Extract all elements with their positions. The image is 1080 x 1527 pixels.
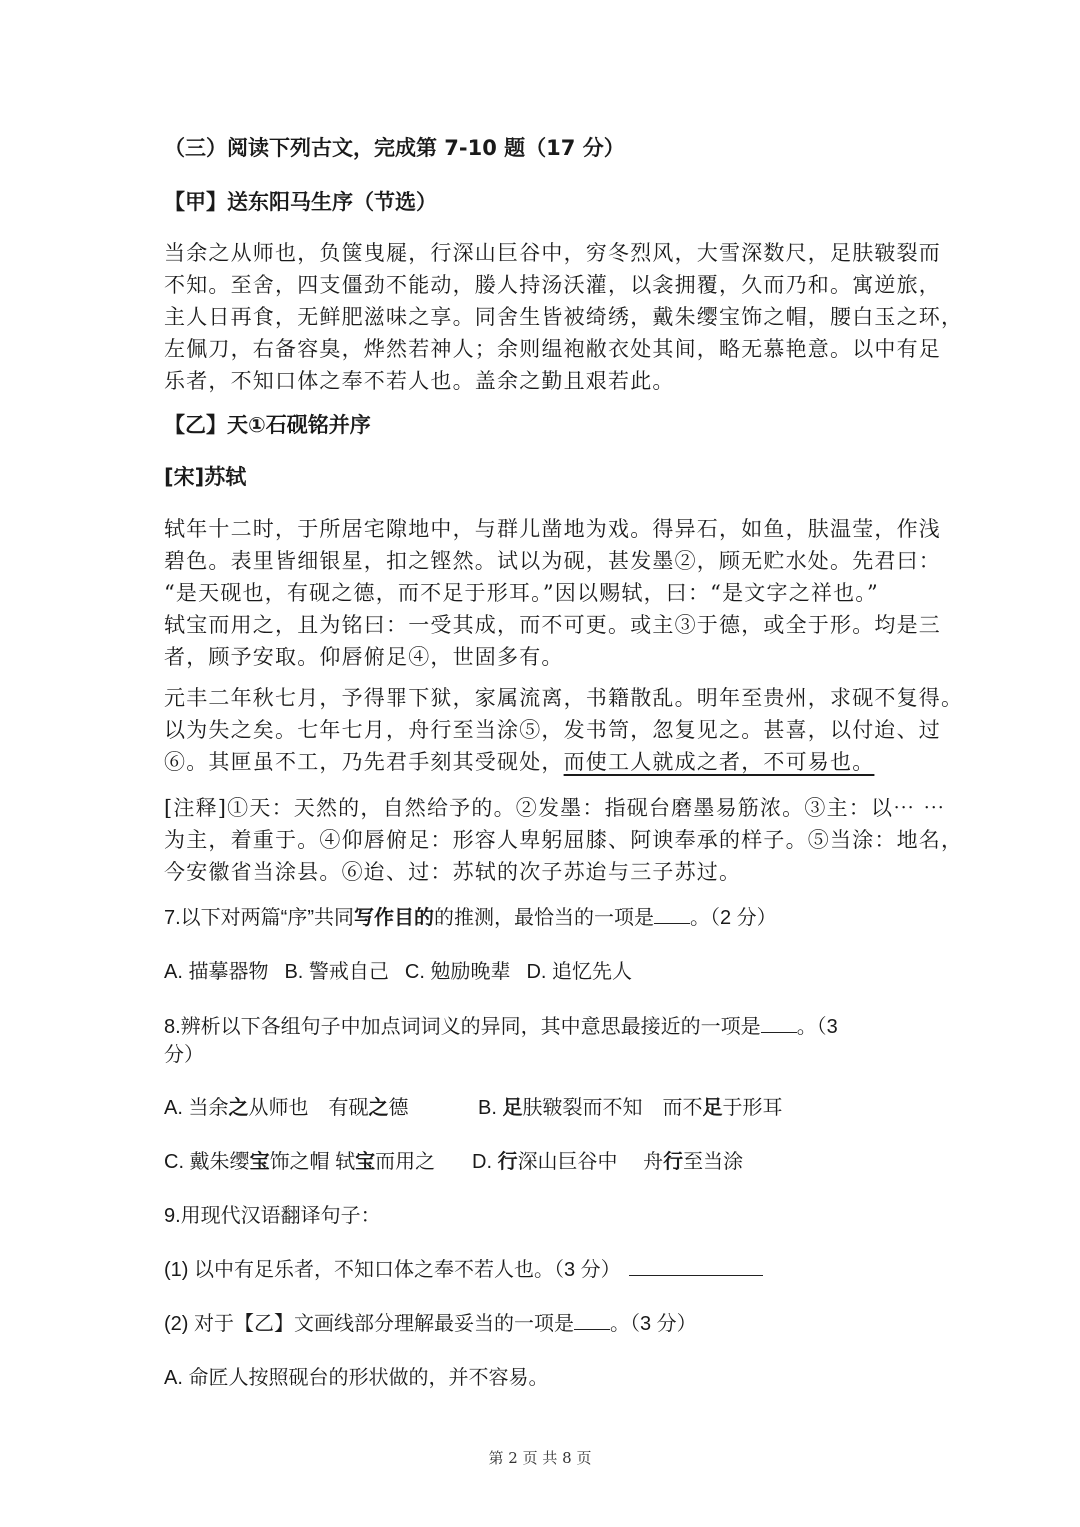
dotted-word: 足 <box>502 1097 523 1119</box>
dotted-word: 宝 <box>249 1151 270 1173</box>
q8-end: 。（3 <box>796 1016 838 1038</box>
answer-blank[interactable] <box>574 1309 610 1330</box>
option-text: 饰之帽 轼 <box>269 1151 356 1173</box>
passage-a-line: 左佩刀，右备容臭，烨然若神人；余则缊袍敝衣处其间，略无慕艳意。以中有足 <box>164 337 941 361</box>
q9-option-a: A. 命匠人按照砚台的形状做的，并不容易。 <box>164 1367 549 1389</box>
option-text: 从师也 有砚 <box>248 1097 369 1119</box>
option-text: 肤皲裂而不知 而不 <box>522 1097 703 1119</box>
q7-end: 。（2 分） <box>690 907 777 929</box>
annotation-line: [注释]①天：天然的，自然给予的。②发墨：指砚台磨墨易筋浓。③主：以⋯ ⋯ <box>164 796 946 820</box>
option-text: 深山巨谷中 舟 <box>517 1151 664 1173</box>
passage-b-line: 者，顾予安取。仰唇俯足④，世固多有。 <box>164 645 564 669</box>
q7-option-d: D. 追忆先人 <box>526 961 633 983</box>
option-text: 而用之 <box>375 1151 436 1173</box>
annotation-line: 今安徽省当涂县。⑥迨、过：苏轼的次子苏迨与三子苏过。 <box>164 860 742 884</box>
question-7 <box>164 901 777 930</box>
passage-a-line: 主人日再食，无鲜肥滋味之享。同舍生皆被绮绣，戴朱缨宝饰之帽，腰白玉之环， <box>164 305 964 329</box>
dotted-word: 足 <box>702 1097 723 1119</box>
passage-b-line: 以为失之矣。七年七月，舟行至当涂⑤，发书笥，忽复见之。甚喜，以付迨、过 <box>164 718 941 742</box>
passage-b-line: 轼年十二时，于所居宅隙地中，与群儿凿地为戏。得异石，如鱼，肤温莹，作浅 <box>164 517 941 541</box>
q8-option-b <box>478 1091 782 1120</box>
q7-suffix: 的推测，最恰当的一项是 <box>434 907 654 929</box>
annotation-line: 为主，着重于。④仰唇俯足：形容人卑躬屈膝、阿谀奉承的样子。⑤当涂：地名， <box>164 828 964 852</box>
q8-option-c <box>164 1145 435 1174</box>
option-text: D. <box>472 1151 498 1173</box>
page-number: 第 2 页 共 8 页 <box>488 1449 592 1467</box>
q9-sub1-text: (1) 以中有足乐者，不知口体之奉不若人也。（3 分） <box>164 1259 621 1281</box>
answer-blank[interactable] <box>629 1255 763 1276</box>
question-8 <box>164 1010 838 1039</box>
q8-option-a <box>164 1091 408 1120</box>
answer-blank[interactable] <box>654 903 690 924</box>
q7-option-a: A. 描摹器物 <box>164 961 269 983</box>
q7-option-b: B. 警戒自己 <box>284 961 389 983</box>
passage-b-text: ⑥。其匣虽不工，乃先君手刻其受砚处， <box>164 750 564 774</box>
passage-b-line <box>164 746 874 776</box>
dotted-word: 行 <box>663 1151 684 1173</box>
answer-blank[interactable] <box>761 1012 797 1033</box>
q7-options <box>164 955 632 984</box>
q7-bold-term: 写作目的 <box>354 907 434 929</box>
option-text: A. 当余 <box>164 1097 229 1119</box>
passage-a-line: 不知。至舍，四支僵劲不能动，媵人持汤沃灌，以衾拥覆，久而乃和。寓逆旅， <box>164 273 941 297</box>
option-text: C. 戴朱缨 <box>164 1151 250 1173</box>
passage-a-title: 【甲】送东阳马生序（节选） <box>164 190 437 214</box>
option-text: 德 <box>388 1097 409 1119</box>
dotted-word: 之 <box>368 1097 389 1119</box>
q8-text: 8.辨析以下各组句子中加点词词义的异同，其中意思最接近的一项是 <box>164 1016 761 1038</box>
question-9: 9.用现代汉语翻译句子： <box>164 1205 381 1227</box>
passage-b-line: “是天砚也，有砚之德，而不足于形耳。”因以赐轼，曰：“是文字之祥也。” <box>164 581 879 605</box>
dotted-word: 行 <box>497 1151 518 1173</box>
option-text: 于形耳 <box>722 1097 783 1119</box>
q9-sub1 <box>164 1253 763 1282</box>
section-title: （三）阅读下列古文，完成第 7-10 题（17 分） <box>164 136 625 160</box>
q7-prefix: 7.以下对两篇“序”共同 <box>164 907 354 929</box>
q9-sub2 <box>164 1307 697 1336</box>
passage-b-title: 【乙】天①石砚铭并序 <box>164 413 371 437</box>
q9-sub2-end: 。（3 分） <box>610 1313 697 1335</box>
passage-b-author: [宋]苏轼 <box>164 465 247 489</box>
q8-continued: 分） <box>164 1044 204 1066</box>
passage-b-line: 元丰二年秋七月，予得罪下狱，家属流离，书籍散乱。明年至贵州，求砚不复得。 <box>164 686 964 710</box>
passage-b-line: 碧色。表里皆细银星，扣之铿然。试以为砚，甚发墨②，顾无贮水处。先君曰： <box>164 549 941 573</box>
option-text: B. <box>478 1097 503 1119</box>
passage-b-line: 轼宝而用之，且为铭曰：一受其成，而不可更。或主③于德，或全于形。均是三 <box>164 613 941 637</box>
dotted-word: 之 <box>228 1097 249 1119</box>
q7-option-c: C. 勉励晚辈 <box>404 961 511 983</box>
underlined-sentence: 而使工人就成之者，不可易也。 <box>563 750 875 774</box>
passage-a-line: 当余之从师也，负箧曳屣，行深山巨谷中，穷冬烈风，大雪深数尺，足肤皲裂而 <box>164 241 941 265</box>
passage-a-line: 乐者，不知口体之奉不若人也。盖余之勤且艰若此。 <box>164 369 675 393</box>
q9-sub2-text: (2) 对于【乙】文画线部分理解最妥当的一项是 <box>164 1313 574 1335</box>
dotted-word: 宝 <box>355 1151 376 1173</box>
option-text: 至当涂 <box>683 1151 744 1173</box>
q8-option-d <box>472 1145 743 1174</box>
